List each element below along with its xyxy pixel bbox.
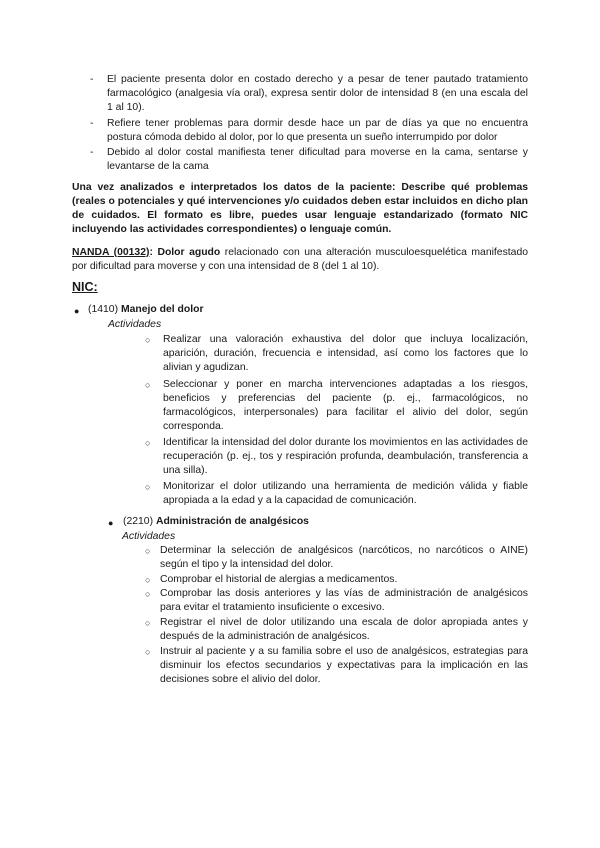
activity-item: Comprobar las dosis anteriores y las vías de administración de analgésicos para evitar el tratamiento insuficiente o excesivo. <box>160 588 528 613</box>
circle-bullet-icon: ○ <box>145 589 151 599</box>
activity-item: Monitorizar el dolor utilizando una herramienta de medición válida y fiable apropiada a la edad y a la capacidad de comunicación. <box>163 481 528 506</box>
nanda-code: NANDA (00132) <box>72 247 150 258</box>
nanda-diagnosis <box>72 246 528 274</box>
circle-bullet-icon: ○ <box>145 438 151 448</box>
activity-item: Determinar la selección de analgésicos (narcóticos, no narcóticos o AINE) según el tipo y la intensidad del dolor. <box>160 545 528 570</box>
list-dash: - <box>90 118 94 129</box>
nanda-text: relacionado con una alteración musculoesquelética manifestado por dificultad para moverse y con una intensidad de 8 (del 1 al 10). <box>72 247 528 272</box>
activity-item: Instruir al paciente y a su familia sobre el uso de analgésicos, estrategias para disminuir los efectos secundarios y expectativas para la implicación en las decisiones sobre el alivio del dolor. <box>160 646 528 685</box>
list-dash: - <box>90 147 94 158</box>
circle-bullet-icon: ○ <box>145 335 151 345</box>
nic-heading: NIC: <box>72 280 98 294</box>
activity-item: Registrar el nivel de dolor utilizando una escala de dolor apropiada antes y después de la administración de analgésicos. <box>160 617 528 642</box>
circle-bullet-icon: ○ <box>145 546 151 556</box>
patient-data-item: El paciente presenta dolor en costado derecho y a pesar de tener pautado tratamiento farmacológico (analgesia vía oral), expresa sentir dolor de intensidad 8 (en una escala del 1 al 10). <box>107 74 528 113</box>
nic-intervention-2210 <box>123 515 309 529</box>
nic-code: (2210) <box>123 516 154 527</box>
patient-data-item: Debido al dolor costal manifiesta tener dificultad para moverse en la cama, sentarse y levantarse de la cama <box>107 147 528 172</box>
nic-title: Manejo del dolor <box>120 304 204 315</box>
activities-label: Actividades <box>122 531 176 542</box>
activity-item: Identificar la intensidad del dolor durante los movimientos en las actividades de recuperación (p. ej., tos y respiración profunda, deambulación, transferencia a una silla). <box>163 437 528 476</box>
activity-item: Seleccionar y poner en marcha intervenciones adaptadas a los riesgos, beneficios y preferencias del paciente (p. ej., farmacológicos, no farmacológicos, interpersonales) para facilitar el alivio del dolor, según corresponda. <box>163 379 528 432</box>
nic-title: Administración de analgésicos <box>155 516 309 527</box>
nanda-colon: : <box>149 247 153 258</box>
list-dash: - <box>90 74 94 85</box>
circle-bullet-icon: ○ <box>145 380 151 390</box>
activity-item: Realizar una valoración exhaustiva del dolor que incluya localización, aparición, duración, frecuencia e intensidad, así como los factores que lo alivian y agudizan. <box>163 334 528 373</box>
nanda-title: Dolor agudo <box>157 247 221 258</box>
circle-bullet-icon: ○ <box>145 482 151 492</box>
nic-code: (1410) <box>88 304 119 315</box>
activity-item: Comprobar el historial de alergias a medicamentos. <box>160 574 398 585</box>
patient-data-item: Refiere tener problemas para dormir desde hace un par de días ya que no encuentra postura cómoda debido al dolor, por lo que presenta un sueño interrumpido por dolor <box>107 118 528 143</box>
instruction-paragraph: Una vez analizados e interpretados los datos de la paciente: Describe qué problemas (reales o potenciales y qué intervenciones y/o cuidados deben estar incluidos en dicho plan de cuidados. El formato es libre, puedes usar lenguaje estandarizado (formato NIC incluyendo las actividades correspondientes) o lenguaje común. <box>72 182 528 235</box>
circle-bullet-icon: ○ <box>145 618 151 628</box>
circle-bullet-icon: ○ <box>145 575 151 585</box>
bullet-icon: ● <box>74 306 80 316</box>
nic-intervention-1410 <box>88 303 204 317</box>
circle-bullet-icon: ○ <box>145 647 151 657</box>
bullet-icon: ● <box>108 518 114 528</box>
activities-label: Actividades <box>108 319 162 330</box>
